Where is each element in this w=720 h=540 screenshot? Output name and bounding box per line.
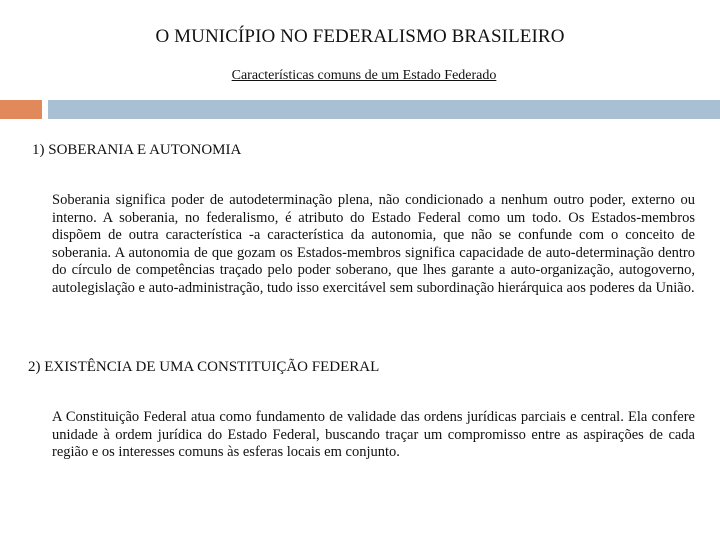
accent-bar (0, 100, 42, 119)
section-heading-constituicao: 2) EXISTÊNCIA DE UMA CONSTITUIÇÃO FEDERAL (28, 359, 380, 375)
slide-title: O MUNICÍPIO NO FEDERALISMO BRASILEIRO (155, 26, 565, 47)
section-text-soberania: Soberania significa poder de autodeterminação plena, não condicionado a nenhum outro poder, externo ou interno. A soberania, no federalismo, é atributo do Estado Federal como um todo. Os Estados-membros dispõem de outra característica -a característica da autonomia, que não se confunde com o conceito de soberania. A autonomia de que gozam os Estados-membros significa capacidade de auto-determinação dentro do círculo de competências traçado pelo poder soberano, que lhes garante a auto-organização, autogoverno, autolegislação e auto-administração, tudo isso exercitável sem subordinação hierárquica aos poderes da União. (52, 192, 695, 296)
section-heading-soberania: 1) SOBERANIA E AUTONOMIA (32, 142, 242, 158)
section-text-constituicao: A Constituição Federal atua como fundamento de validade das ordens jurídicas parciais e central. Ela confere unidade à ordem jurídica do Estado Federal, buscando traçar um compromisso entre as aspirações de cada região e os interesses comuns às esferas locais em conjunto. (52, 409, 695, 461)
header-divider-bar (48, 100, 720, 119)
slide-subtitle: Características comuns de um Estado Federado (231, 68, 497, 83)
